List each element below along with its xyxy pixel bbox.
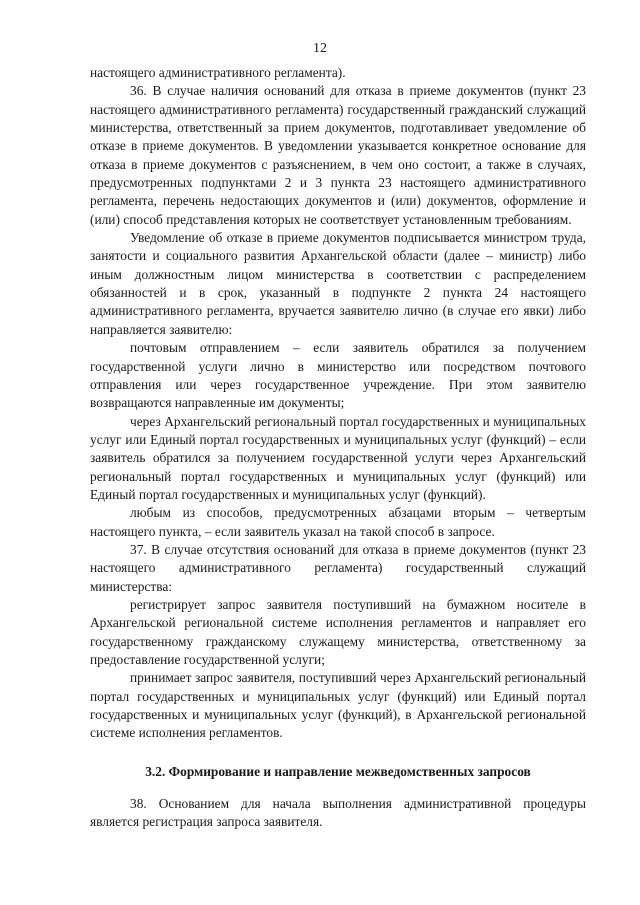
paragraph-item-37: 37. В случае отсутствия оснований для отказа в приеме документов (пункт 23 настоящего административного регламента) государственный служащий министерства: [90, 541, 586, 594]
paragraph-continuation: настоящего административного регламента). [90, 65, 346, 80]
paragraph-item-38: 38. Основанием для начала выполнения административной процедуры является регистрация запроса заявителя. [90, 796, 586, 830]
paragraph-notification: Уведомление об отказе в приеме документов подписывается министром труда, занятости и социального развития Архангельской области (далее – министр) либо иным должностным лицом министерства в соответствии с распределением обязанностей и в срок, указанный в подпункте 2 пункта 24 настоящего административного регламента, вручается заявителю лично (в случае его явки) либо направляется заявителю: [90, 230, 586, 337]
paragraph-postal: почтовым отправлением – если заявитель обратился за получением государственной услуги лично в министерство или посредством почтового отправления или через государственное учреждение. При этом заявителю возвращаются направленные им документы; [90, 340, 586, 411]
document-body [90, 64, 586, 832]
section-heading: 3.2. Формирование и направление межведомственных запросов [145, 763, 531, 779]
paragraph-any-method: любым из способов, предусмотренных абзацами вторым – четвертым настоящего пункта, – если заявитель указал на такой способ в запросе. [90, 505, 586, 539]
paragraph-accepts: принимает запрос заявителя, поступивший через Архангельский региональный портал государственных и муниципальных услуг (функций) или Единый портал государственных и муниципальных услуг (функций), в Архангельской региональной системе исполнения регламентов. [90, 670, 586, 741]
paragraph-item-36: 36. В случае наличия оснований для отказа в приеме документов (пункт 23 настоящего административного регламента) государственный гражданский служащий министерства, ответственный за прием документов, подготавливает уведомление об отказе в приеме документов. В уведомлении указывается конкретное основание для отказа в приеме документов с разъяснением, в чем оно состоит, а также в случаях, предусмотренных подпунктами 2 и 3 пункта 23 настоящего административного регламента, перечень недостающих документов и (или) документов, оформление и (или) способ представления которых не соответствует установленным требованиям. [90, 83, 586, 227]
paragraph-registers: регистрирует запрос заявителя поступивший на бумажном носителе в Архангельской региональной системе исполнения регламентов и направляет его государственному гражданскому служащему министерства, ответственному за предоставление государственной услуги; [90, 596, 586, 667]
paragraph-portal: через Архангельский региональный портал государственных и муниципальных услуг или Единый портал государственных и муниципальных услуг (функций) – если заявитель обратился за получением государственной услуги через Архангельский региональный портал государственных и муниципальных услуг (функций) или Единый портал государственных и муниципальных услуг (функций). [90, 413, 586, 502]
page-number: 12 [313, 41, 327, 56]
